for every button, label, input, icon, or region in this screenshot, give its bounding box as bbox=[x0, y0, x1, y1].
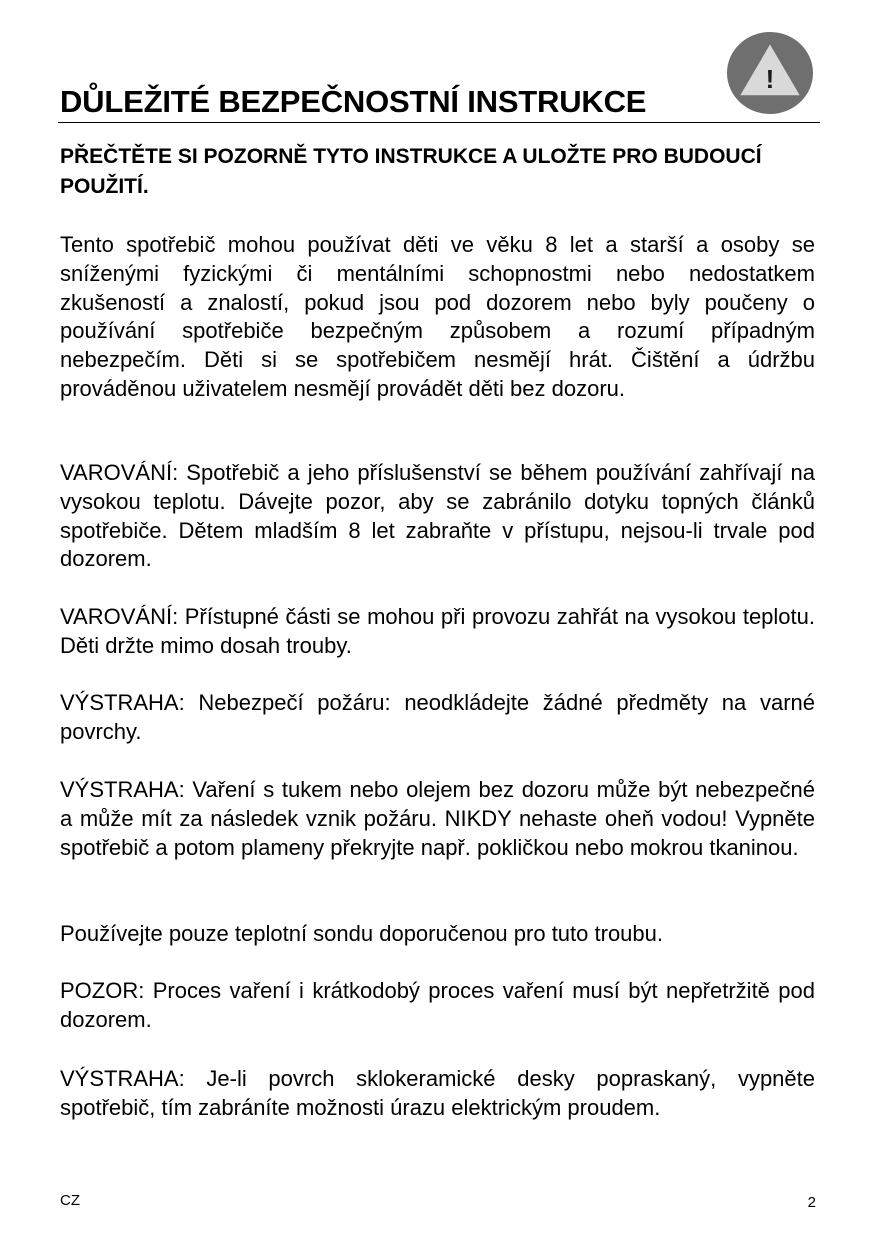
title-divider bbox=[58, 122, 820, 123]
paragraph-attention-supervision: POZOR: Proces vaření i krátkodobý proces vaření musí být nepřetržitě pod dozorem. bbox=[60, 978, 815, 1032]
footer-page-number: 2 bbox=[807, 1194, 816, 1211]
paragraph-caution-cracked-surface: VÝSTRAHA: Je-li povrch sklokeramické desky popraskaný, vypněte spotřebič, tím zabráníte možnosti úrazu elektrickým proudem. bbox=[60, 1066, 815, 1120]
paragraph-temperature-probe: Používejte pouze teplotní sondu doporučenou pro tuto troubu. bbox=[60, 921, 663, 946]
paragraph-caution-fire-hazard: VÝSTRAHA: Nebezpečí požáru: neodkládejte žádné předměty na varné povrchy. bbox=[60, 690, 815, 744]
instructions-subtitle: PŘEČTĚTE SI POZORNĚ TYTO INSTRUKCE A ULOŽTE PRO BUDOUCÍ POUŽITÍ. bbox=[60, 145, 762, 198]
footer-language-code: CZ bbox=[60, 1192, 80, 1209]
paragraph-caution-fat-oil: VÝSTRAHA: Vaření s tukem nebo olejem bez dozoru může být nebezpečné a může mít za následek vznik požáru. NIKDY nehaste oheň vodou! Vypněte spotřebič a potom plameny překryjte např. pokličkou nebo mokrou tkaninou. bbox=[60, 777, 815, 860]
paragraph-warning-accessible-parts: VAROVÁNÍ: Přístupné části se mohou při provozu zahřát na vysokou teplotu. Děti držte mimo dosah trouby. bbox=[60, 604, 815, 658]
page-title: DŮLEŽITÉ BEZPEČNOSTNÍ INSTRUKCE bbox=[60, 84, 647, 119]
warning-triangle-icon bbox=[725, 30, 815, 116]
warning-icon-symbol: ! bbox=[765, 64, 775, 94]
paragraph-warning-hot-accessories: VAROVÁNÍ: Spotřebič a jeho příslušenství se během používání zahřívají na vysokou teplotu. Dávejte pozor, aby se zabránilo dotyku topných článků spotřebiče. Dětem mladším 8 let zabraňte v přístupu, nejsou-li trvale pod dozorem. bbox=[60, 460, 815, 572]
paragraph-children-usage: Tento spotřebič mohou používat děti ve věku 8 let a starší a osoby se sníženými fyzickými či mentálními schopnostmi nebo nedostatkem zkušeností a znalostí, pokud jsou pod dozorem nebo byly poučeny o používání spotřebiče bezpečným způsobem a rozumí případným nebezpečím. Děti si se spotřebičem nesmějí hrát. Čištění a údržbu prováděnou uživatelem nesmějí provádět děti bez dozoru. bbox=[60, 232, 815, 401]
